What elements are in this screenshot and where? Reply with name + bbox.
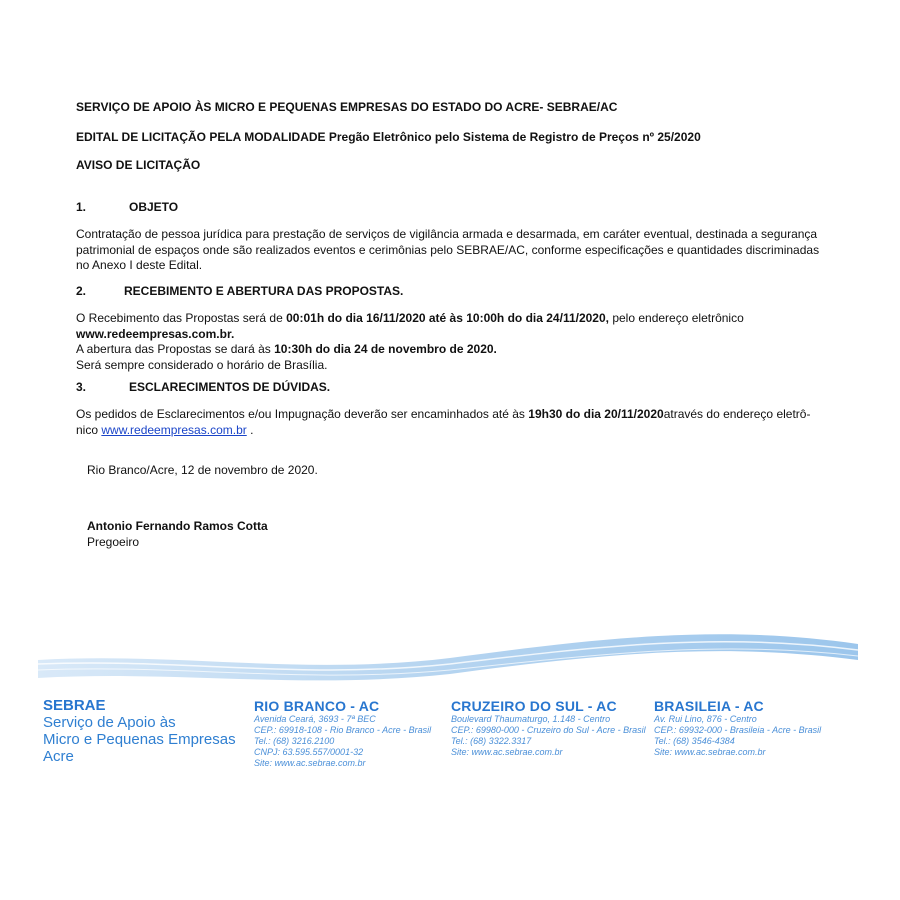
office-line: Boulevard Thaumaturgo, 1.148 - Centro xyxy=(451,714,611,724)
signatory-name: Antonio Fernando Ramos Cotta xyxy=(87,519,268,533)
place-date: Rio Branco/Acre, 12 de novembro de 2020. xyxy=(87,463,318,477)
receipt-period: 00:01h do dia 16/11/2020 até às 10:00h do dia 24/11/2020, xyxy=(286,311,609,325)
sebrae-line: Micro e Pequenas Empresas xyxy=(43,731,236,748)
signature-block xyxy=(87,519,839,550)
section-1-line: patrimonial de espaços onde são realizados eventos e cerimônias pelo SEBRAE/AC, conforme especificações e quantidades discriminadas xyxy=(76,242,820,257)
office-line: Tel.: (68) 3546-4384 xyxy=(654,736,735,746)
sebrae-line: Acre xyxy=(43,748,74,765)
section-1-title: OBJETO xyxy=(129,200,179,214)
office-line: CNPJ: 63.595.557/0001-32 xyxy=(254,747,364,757)
text: nico xyxy=(76,422,102,437)
section-2-number: 2. xyxy=(76,284,87,298)
office-line: CEP.: 69980-000 - Cruzeiro do Sul - Acre - Brasil xyxy=(451,725,646,735)
section-1-line: Contratação de pessoa jurídica para prestação de serviços de vigilância armada e desarmada, em caráter eventual, destinada a segurança xyxy=(76,227,818,241)
section-2-title: RECEBIMENTO E ABERTURA DAS PROPOSTAS. xyxy=(124,284,404,298)
deadline: 19h30 do dia 20/11/2020 xyxy=(528,407,664,421)
section-1-number: 1. xyxy=(76,200,87,214)
section-1-line: no Anexo I deste Edital. xyxy=(76,258,203,272)
office-line: Site: www.ac.sebrae.com.br xyxy=(254,758,366,768)
office-line: CEP.: 69918-108 - Rio Branco - Acre - Brasil xyxy=(254,725,432,735)
section-2-line-4: Será sempre considerado o horário de Brasília. xyxy=(76,357,328,372)
text: através do endereço eletrô- xyxy=(663,407,811,421)
section-1-heading xyxy=(76,200,178,214)
sebrae-line: Serviço de Apoio às xyxy=(43,714,176,731)
opening-time: 10:30h do dia 24 de novembro de 2020. xyxy=(274,342,497,356)
section-3-body xyxy=(76,407,828,438)
text: O Recebimento das Propostas será de xyxy=(76,311,287,325)
edital-heading: EDITAL DE LICITAÇÃO PELA MODALIDADE Pregão Eletrônico pelo Sistema de Registro de Preços nº 25/2020 xyxy=(76,130,701,144)
office-line: Tel.: (68) 3216.2100 xyxy=(254,736,335,746)
section-3-number: 3. xyxy=(76,380,87,394)
office-line: Av. Rui Lino, 876 - Centro xyxy=(654,714,757,724)
office-title: CRUZEIRO DO SUL - AC xyxy=(451,698,617,714)
sebrae-title: SEBRAE xyxy=(43,697,106,714)
office-title: BRASILEIA - AC xyxy=(654,698,764,714)
signatory-role: Pregoeiro xyxy=(87,534,140,549)
section-3-line-1 xyxy=(76,407,828,423)
footer-wave-decoration xyxy=(0,618,900,688)
office-line: Site: www.ac.sebrae.com.br xyxy=(451,747,563,757)
website-link[interactable]: www.redeempresas.com.br xyxy=(101,422,247,437)
office-title: RIO BRANCO - AC xyxy=(254,698,380,714)
text: . xyxy=(246,422,254,437)
footer-office-cruzeiro-do-sul xyxy=(451,698,646,758)
section-3-title: ESCLARECIMENTOS DE DÚVIDAS. xyxy=(129,380,331,394)
website-address: www.redeempresas.com.br. xyxy=(76,326,235,341)
text: pelo endereço eletrônico xyxy=(609,311,744,325)
text: Os pedidos de Esclarecimentos e/ou Impugnação deverão ser encaminhados até às xyxy=(76,407,529,421)
section-2-line-1 xyxy=(76,311,828,327)
office-line: CEP.: 69932-000 - Brasileia - Acre - Brasil xyxy=(654,725,822,735)
section-1-body xyxy=(76,227,828,274)
section-2-heading xyxy=(76,284,403,298)
footer-sebrae xyxy=(43,697,236,765)
text: A abertura das Propostas se dará às xyxy=(76,342,275,356)
org-heading: SERVIÇO DE APOIO ÀS MICRO E PEQUENAS EMPRESAS DO ESTADO DO ACRE- SEBRAE/AC xyxy=(76,100,618,114)
office-line: Avenida Ceará, 3693 - 7ª BEC xyxy=(254,714,376,724)
section-2-line-3 xyxy=(76,342,828,358)
office-line: Tel.: (68) 3322.3317 xyxy=(451,736,532,746)
footer-office-rio-branco xyxy=(254,698,431,769)
section-3-heading xyxy=(76,380,330,394)
office-line: Site: www.ac.sebrae.com.br xyxy=(654,747,766,757)
aviso-heading: AVISO DE LICITAÇÃO xyxy=(76,158,201,172)
footer-office-brasileia xyxy=(654,698,821,758)
section-2-body xyxy=(76,311,828,373)
section-3-line-2 xyxy=(76,423,828,439)
